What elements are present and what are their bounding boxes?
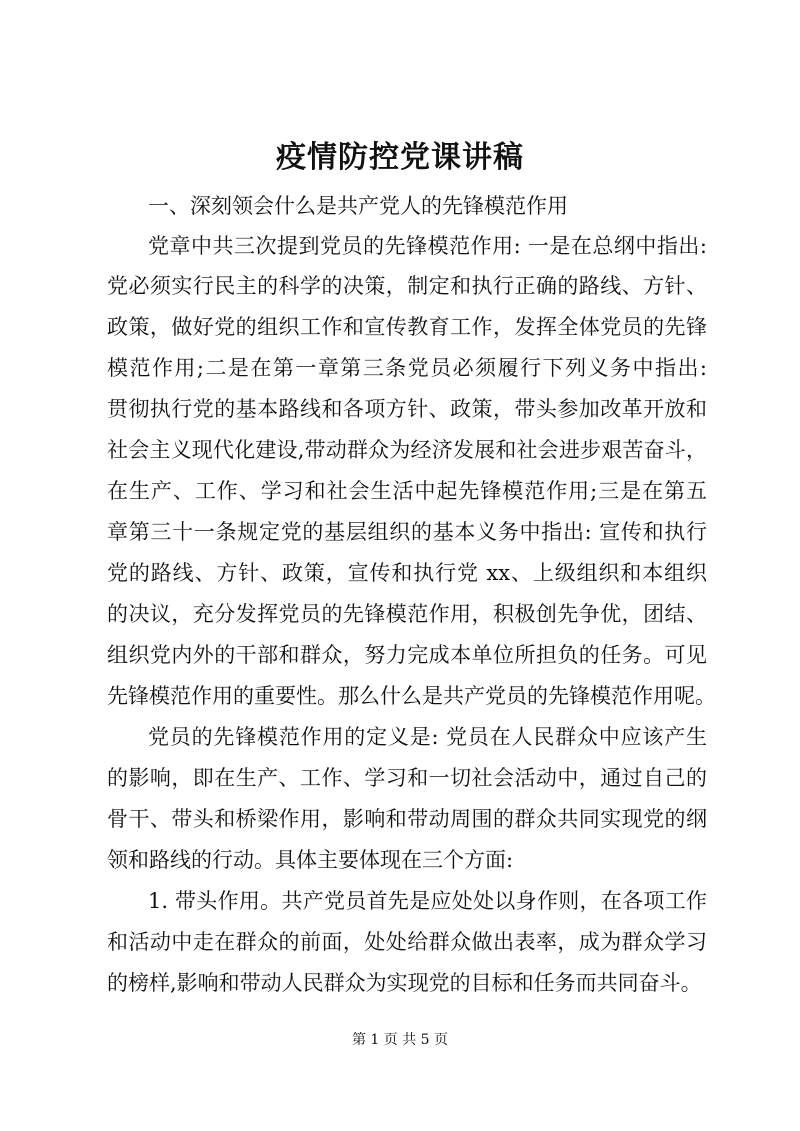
paragraph-line: 1. 带头作用。共产党员首先是应处处以身作则，在各项工作 <box>148 889 707 913</box>
paragraph-line: 党必须实行民主的科学的决策，制定和执行正确的路线、方针、 <box>107 274 707 298</box>
paragraph-line: 模范作用;二是在第一章第三条党员必须履行下列义务中指出: <box>107 356 707 380</box>
page-number-footer: 第 1 页 共 5 页 <box>351 1032 449 1048</box>
paragraph-line: 社会主义现代化建设,带动群众为经济发展和社会进步艰苦奋斗， <box>107 438 707 462</box>
paragraph-line: 组织党内外的干部和群众，努力完成本单位所担负的任务。可见 <box>107 643 707 667</box>
paragraph-line: 领和路线的行动。具体主要体现在三个方面: <box>107 848 514 872</box>
paragraph-line: 骨干、带头和桥梁作用，影响和带动周围的群众共同实现党的纲 <box>107 807 707 831</box>
paragraph-line: 和活动中走在群众的前面，处处给群众做出表率，成为群众学习 <box>107 930 707 954</box>
paragraph-line: 的影响，即在生产、工作、学习和一切社会活动中，通过自己的 <box>107 766 707 790</box>
section-heading: 一、深刻领会什么是共产党人的先锋模范作用 <box>148 194 568 218</box>
paragraph-line: 在生产、工作、学习和社会生活中起先锋模范作用;三是在第五 <box>107 479 707 503</box>
paragraph-line: 党的路线、方针、政策，宣传和执行党 xx、上级组织和本组织 <box>107 561 707 585</box>
paragraph-line: 贯彻执行党的基本路线和各项方针、政策，带头参加改革开放和 <box>107 397 707 421</box>
paragraph-line: 党章中共三次提到党员的先锋模范作用: 一是在总纲中指出: <box>148 234 707 258</box>
paragraph-line: 党员的先锋模范作用的定义是: 党员在人民群众中应该产生 <box>148 725 707 749</box>
paragraph-line: 的决议，充分发挥党员的先锋模范作用，积极创先争优，团结、 <box>107 602 707 626</box>
paragraph-line: 先锋模范作用的重要性。那么什么是共产党员的先锋模范作用呢。 <box>107 684 716 708</box>
paragraph-line: 的榜样,影响和带动人民群众为实现党的目标和任务而共同奋斗。 <box>107 971 702 995</box>
paragraph-line: 政策，做好党的组织工作和宣传教育工作，发挥全体党员的先锋 <box>107 315 707 339</box>
document-title: 疫情防控党课讲稿 <box>276 140 524 175</box>
paragraph-line: 章第三十一条规定党的基层组织的基本义务中指出: 宣传和执行 <box>107 520 707 544</box>
